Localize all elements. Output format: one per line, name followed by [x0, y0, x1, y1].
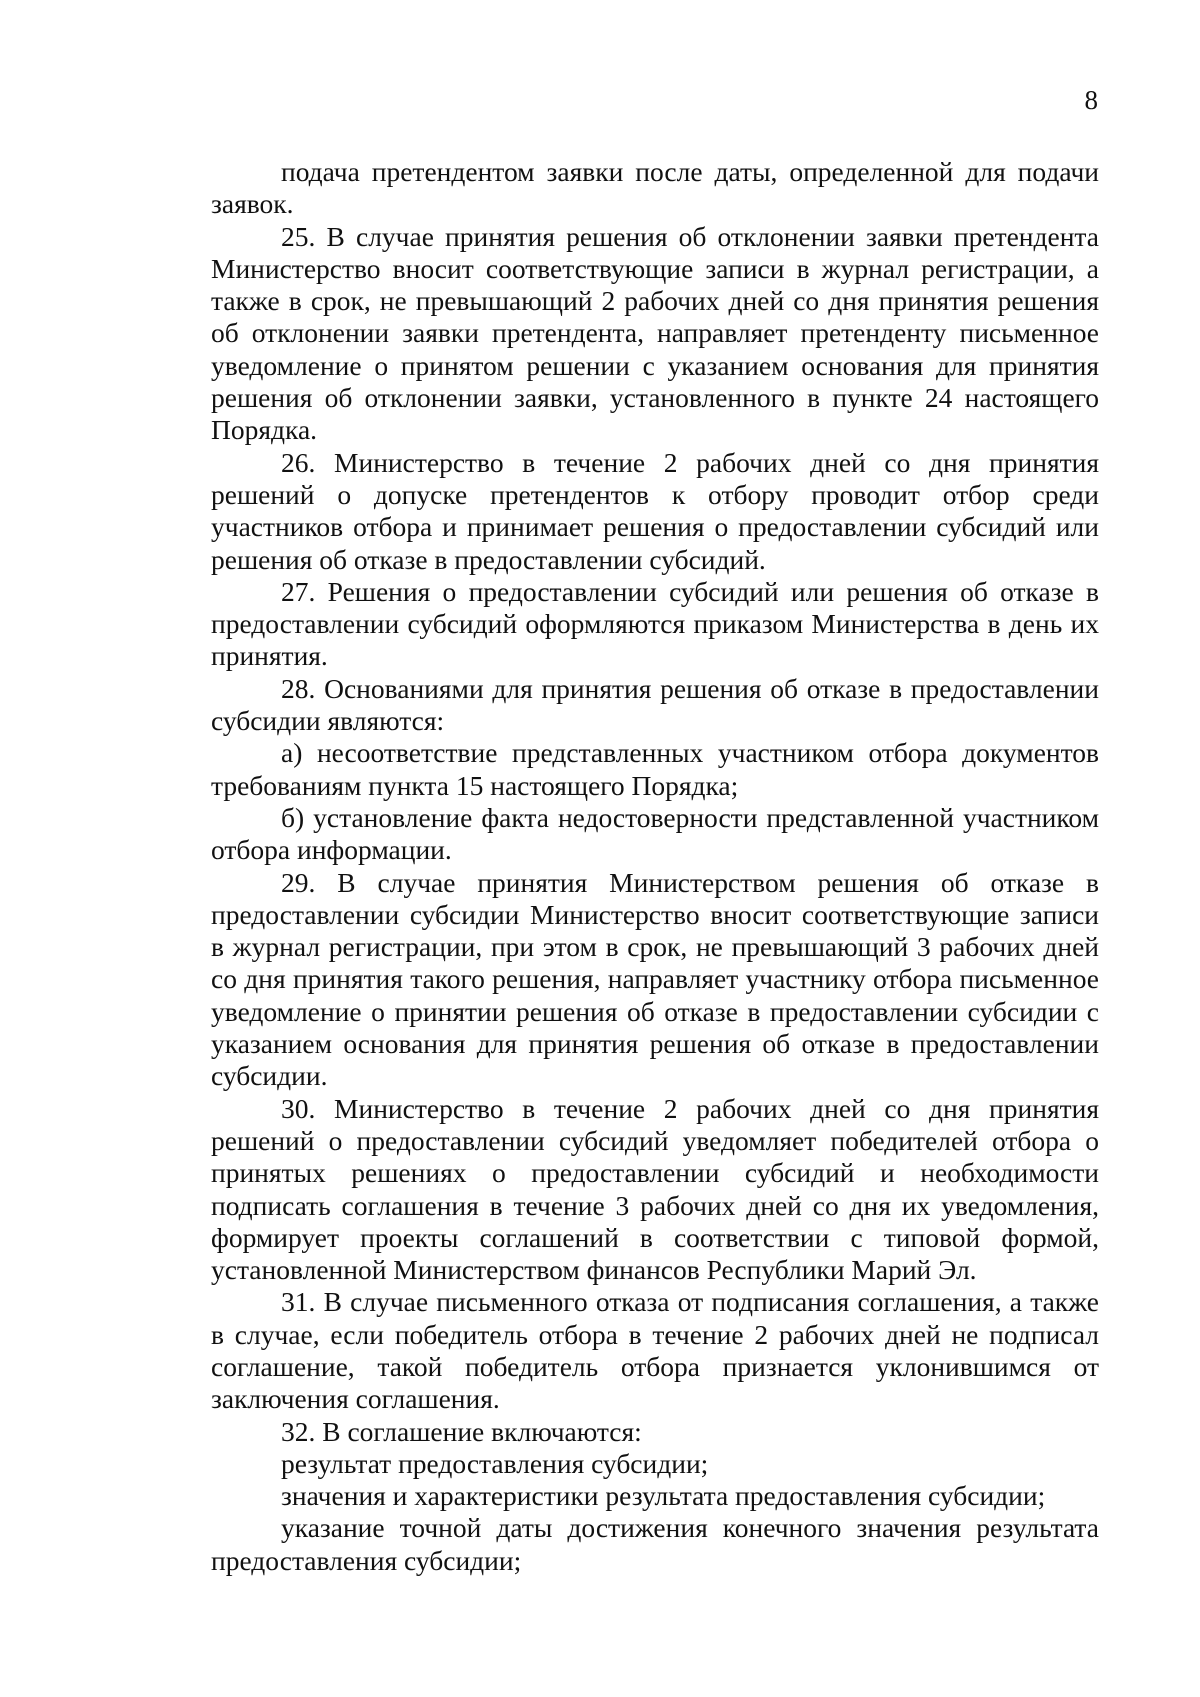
document-body — [211, 156, 1099, 1577]
paragraph-subitem-b: б) установление факта недостоверности представленной участником отбора информации. — [211, 801, 1099, 866]
list-item-date: указание точной даты достижения конечного значения результата предоставления субсидии; — [211, 1512, 1099, 1576]
list-item-result: результат предоставления субсидии; — [281, 1447, 709, 1479]
paragraph-subitem-a: а) несоответствие представленных участником отбора документов требованиям пункта 15 настоящего Порядка; — [211, 737, 1099, 801]
paragraph-item-26: 26. Министерство в течение 2 рабочих дней со дня принятия решений о допуске претендентов к отбору проводит отбор среди участников отбора и принимает решения о предоставлении субсидий или решения об отказе в предоставлении субсидий. — [211, 446, 1099, 575]
list-item-values: значения и характеристики результата предоставления субсидии; — [281, 1480, 1046, 1512]
page-number: 8 — [1084, 85, 1098, 115]
paragraph-item-32: 32. В соглашение включаются: — [281, 1415, 642, 1447]
paragraph-item-28: 28. Основаниями для принятия решения об отказе в предоставлении субсидии являются: — [211, 672, 1099, 737]
paragraph-continuation: подача претендентом заявки после даты, определенной для подачи заявок. — [211, 156, 1099, 220]
paragraph-item-31: 31. В случае письменного отказа от подписания соглашения, а также в случае, если победитель отбора в течение 2 рабочих дней не подписал соглашение, такой победитель отбора признается уклонившимся от заключения соглашения. — [211, 1286, 1099, 1415]
paragraph-item-27: 27. Решения о предоставлении субсидий или решения об отказе в предоставлении субсидий оформляются приказом Министерства в день их принятия. — [211, 575, 1099, 672]
paragraph-item-29: 29. В случае принятия Министерством решения об отказе в предоставлении субсидии Министерство вносит соответствующие записи в журнал регистрации, при этом в срок, не превышающий 3 рабочих дней со дня принятия такого решения, направляет участнику отбора письменное уведомление о принятии решения об отказе в предоставлении субсидии с указанием основания для принятия решения об отказе в предоставлении субсидии. — [211, 866, 1099, 1092]
paragraph-item-30: 30. Министерство в течение 2 рабочих дней со дня принятия решений о предоставлении субсидий уведомляет победителей отбора о принятых решениях о предоставлении субсидий и необходимости подписать соглашения в течение 3 рабочих дней со дня их уведомления, формирует проекты соглашений в соответствии с типовой формой, установленной Министерством финансов Республики Марий Эл. — [211, 1092, 1099, 1286]
paragraph-item-25: 25. В случае принятия решения об отклонении заявки претендента Министерство вносит соответствующие записи в журнал регистрации, а также в срок, не превышающий 2 рабочих дней со дня принятия решения об отклонении заявки претендента, направляет претенденту письменное уведомление о принятом решении с указанием основания для принятия решения об отклонении заявки, установленного в пункте 24 настоящего Порядка. — [211, 220, 1099, 446]
